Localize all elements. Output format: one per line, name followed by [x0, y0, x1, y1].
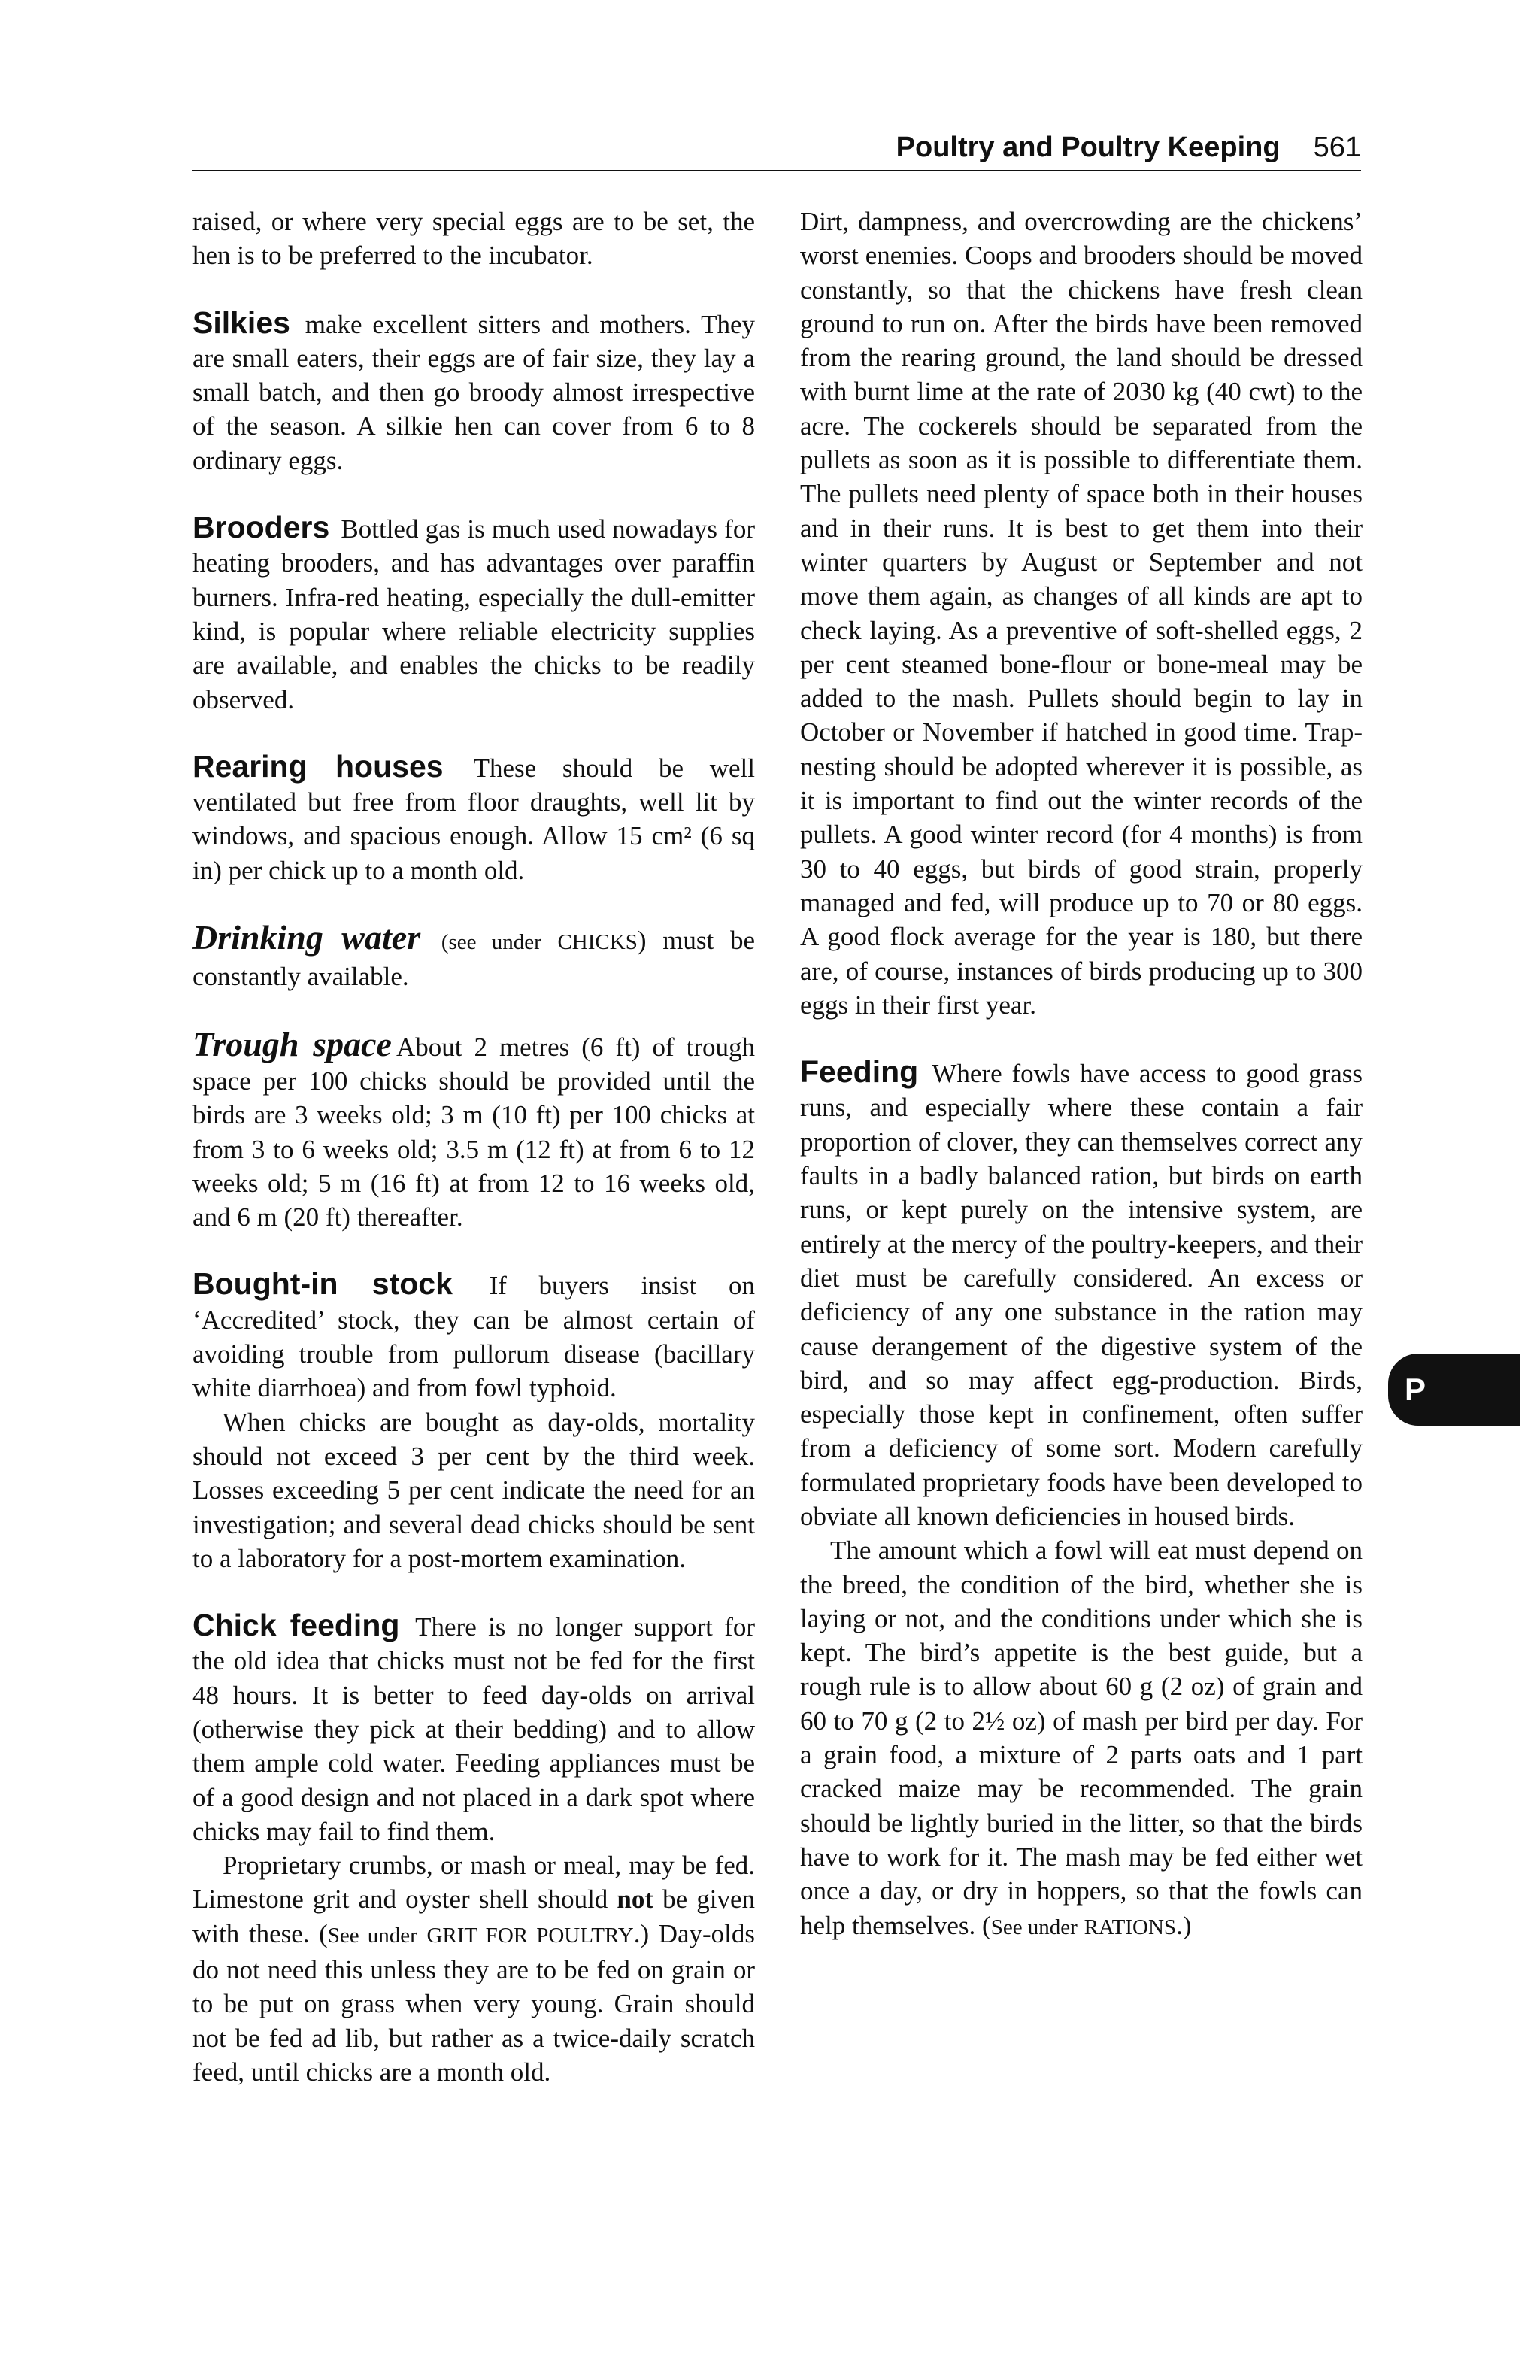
see-under: See under	[327, 1923, 417, 1948]
bought-in-stock-text: If buyers insist on ‘Accredited’ stock, they can be almost certain of avoiding trouble from pullorum disease (bacillary white diarrhoea) and from fowl typhoid.	[192, 1271, 756, 1403]
page-number: 561	[1313, 132, 1361, 163]
right-intro-text: Dirt, dampness, and overcrowding are the chickens’ worst enemies. Coops and brooders should be moved constantly, so that the chickens have fresh clean ground to run on. After the birds have been removed from the rearing ground, the land should be dressed with burnt lime at the rate of 2030 kg (40 cwt) to the acre. The cockerels should be separated from the pullets as soon as it is possible to differentiate them. The pullets need plenty of space both in their houses and in their runs. It is best to get them into their winter quarters by August or September and not move them again, as changes of all kinds are apt to check laying. As a preventive of soft-shelled eggs, 2 per cent steamed bone-flour or bone-meal may be added to the mash. Pullets should begin to lay in October or November if hatched in good time. Trap-nesting should be adopted wherever it is possible, as it is important to find out the winter records of the pullets. A good winter record (for 4 months) is from 30 to 40 eggs, but birds of good strain, properly managed and fed, will produce up to 70 or 80 eggs. A good flock average for the year is 180, but there are, of course, instances of birds producing up to 300 eggs in their first year.	[800, 207, 1363, 1020]
entry-drinking-water	[192, 920, 755, 994]
entry-bought-in-stock	[192, 1267, 755, 1575]
entry-trough-space	[192, 1024, 755, 1235]
see-under: See under	[990, 1915, 1078, 1939]
bought-in-stock-text-2: When chicks are bought as day-olds, mortality should not exceed 3 per cent by the third week. Losses exceeding 5 per cent indicate the need for an investigation; and several dead chicks should be sent to a laboratory for a post-mortem examination.	[192, 1407, 755, 1573]
entry-continuation	[192, 205, 755, 273]
heading-drinking-water: Drinking water	[192, 918, 421, 957]
feeding-p2-end: .)	[1176, 1910, 1192, 1940]
chick-feeding-p2-c: .) Day-olds do not need this unless they are to be fed on grain or to be put on grass when very young. Grain should not be fed ad lib, but rather as a twice-daily scratch feed, until chicks are a month old.	[192, 1918, 756, 2087]
feeding-text-2	[800, 1533, 1363, 1945]
entry-continuation-right	[800, 205, 1363, 1022]
heading-silkies: Silkies	[192, 305, 290, 340]
emphasis-not: not	[617, 1884, 654, 1915]
chick-feeding-p2-a: Proprietary crumbs, or mash or meal, may be fed. Limestone grit and oyster shell should	[192, 1851, 755, 1915]
entry-feeding	[800, 1055, 1363, 1945]
heading-brooders: Brooders	[192, 510, 330, 545]
entry-chick-feeding	[192, 1608, 755, 2089]
chick-feeding-text: There is no longer support for the old idea that chicks must not be fed for the first 48 hours. It is better to feed day-olds on arrival (otherwise they pick at their bedding) and to allow them ample cold water. Feeding appliances must be of a good design and not placed in a dark spot where chicks may fail to find them.	[192, 1612, 755, 1846]
cross-ref-rations[interactable]: RATIONS	[1084, 1915, 1177, 1939]
right-column	[800, 205, 1363, 1978]
cross-ref-chicks[interactable]: CHICKS	[557, 930, 638, 955]
feeding-p2: The amount which a fowl will eat must depend on the breed, the condition of the bird, whether she is laying or not, and the conditions under which she is kept. The bird’s appetite is the best guide, but a rough rule is to allow about 60 g (2 oz) of grain and 60 to 70 g (2 to 2½ oz) of mash per bird per day. For a grain food, a mixture of 2 parts oats and 1 part cracked maize may be recommended. The grain should be lightly buried in the litter, so that the birds have to work for it. The mash may be fed either wet once a day, or dry in hoppers, so that the fowls can help themselves. (	[800, 1536, 1363, 1940]
thumb-index-tab[interactable]	[1388, 1354, 1520, 1426]
left-column	[192, 205, 755, 2122]
thumb-index-letter: P	[1405, 1372, 1426, 1407]
feeding-text: Where fowls have access to good grass runs, and especially where these contain a fair proportion of clover, they can themselves correct any faults in a badly balanced ration, but birds on earth runs, or kept purely on the intensive system, are entirely at the mercy of the poultry-keepers, and their diet must be carefully considered. An excess or deficiency of any one substance in the ration may cause derangement of the digestive system of the bird, and so may affect egg-production. Birds, especially those kept in confinement, often suffer from a deficiency of some sort. Modern carefully formulated proprietary foods have been developed to obviate all known deficiencies in housed birds.	[800, 1059, 1363, 1531]
running-head-title: Poultry and Poultry Keeping	[896, 132, 1281, 163]
heading-trough-space: Trough space	[192, 1024, 392, 1063]
chick-feeding-p2-b: be given with these. (	[192, 1884, 756, 1948]
rearing-houses-text: These should be well ventilated but free from floor draughts, well lit by windows, and spacious enough. Allow 15 cm² (6 sq in) per chick up to a month old.	[192, 753, 755, 885]
see-under: (see under	[441, 930, 541, 955]
cross-ref-grit-for-poultry[interactable]: GRIT FOR POULTRY	[426, 1923, 634, 1948]
heading-bought-in-stock: Bought-in stock	[192, 1266, 453, 1302]
entry-brooders	[192, 511, 755, 717]
entry-rearing-houses	[192, 750, 755, 887]
heading-rearing-houses: Rearing houses	[192, 748, 444, 784]
heading-chick-feeding: Chick feeding	[192, 1608, 400, 1643]
entry-silkies	[192, 306, 755, 478]
drinking-water-text: ) must be constantly available.	[192, 926, 756, 992]
brooders-text: Bottled gas is much used nowadays for heating brooders, and has advantages over paraffin burners. Infra-red heating, especially the dull-emitter kind, is popular where reliable electricity supplies are available, and enables the chicks to be readily observed.	[192, 514, 755, 714]
trough-space-text: About 2 metres (6 ft) of trough space per 100 chicks should be provided until the birds are 3 weeks old; 3 m (10 ft) per 100 chicks at from 3 to 6 weeks old; 3.5 m (12 ft) at from 6 to 12 weeks old; 5 m (16 ft) at from 12 to 16 weeks old, and 6 m (20 ft) thereafter.	[192, 1032, 755, 1232]
continuation-text: raised, or where very special eggs are to be set, the hen is to be preferred to the incubator.	[192, 207, 755, 271]
silkies-text: make excellent sitters and mothers. They are small eaters, their eggs are of fair size, they lay a small batch, and then go broody almost irrespective of the season. A silkie hen can cover from 6 to 8 ordinary eggs.	[192, 309, 755, 475]
running-head	[192, 126, 1361, 171]
heading-feeding: Feeding	[800, 1054, 919, 1090]
chick-feeding-text-2	[192, 1848, 755, 2089]
